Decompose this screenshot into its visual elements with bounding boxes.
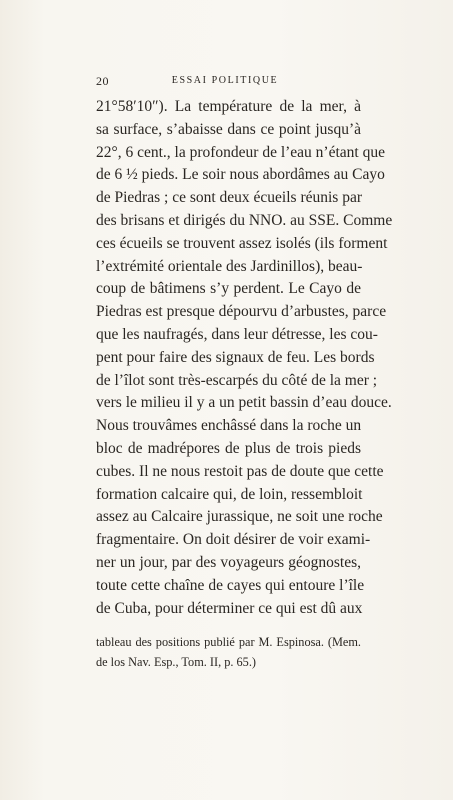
text-line: coup de bâtimens s’y perdent. Le Cayo de bbox=[96, 280, 361, 298]
text-line: 21°58′10″). La température de la mer, à bbox=[96, 98, 361, 115]
text-line: 22°, 6 cent., la profondeur de l’eau n’étant que bbox=[96, 143, 385, 161]
page-number: 20 bbox=[96, 74, 109, 88]
body-text bbox=[96, 96, 393, 620]
text-line: bloc de madrépores de plus de trois pieds bbox=[96, 439, 361, 457]
text-line: de Cuba, pour déterminer ce qui est dû aux bbox=[96, 599, 363, 617]
text-line: fragmentaire. On doit désirer de voir exami- bbox=[96, 531, 371, 549]
text-line: de 6 ½ pieds. Le soir nous abordâmes au Cayo bbox=[96, 166, 385, 184]
text-line: Nous trouvâmes enchâssé dans la roche un bbox=[96, 417, 362, 435]
text-line: vers le milieu il y a un petit bassin d’eau douce. bbox=[96, 394, 392, 412]
text-line: l’extrémité orientale des Jardinillos), beau- bbox=[96, 257, 363, 275]
footnote bbox=[96, 633, 361, 672]
text-line: des brisans et dirigés du NNO. au SSE. Comme bbox=[96, 211, 393, 229]
running-title: ESSAI POLITIQUE bbox=[171, 75, 279, 86]
text-line: de l’îlot sont très-escarpés du côté de la mer ; bbox=[96, 371, 378, 389]
text-line: toute cette chaîne de cayes qui entoure l’île bbox=[96, 576, 365, 594]
text-line: formation calcaire qui, de loin, ressembloit bbox=[96, 485, 363, 503]
text-line: ner un jour, par des voyageurs géognostes, bbox=[96, 553, 361, 571]
text-line: de Piedras ; ce sont deux écueils réunis par bbox=[96, 189, 362, 207]
footnote-line: tableau des positions publié par M. Espinosa. (Mem. bbox=[96, 635, 361, 649]
text-line: pent pour faire des signaux de feu. Les bords bbox=[96, 348, 375, 366]
text-line: Piedras est presque dépourvu d’arbustes, parce bbox=[96, 303, 387, 321]
footnote-line: de los Nav. Esp., Tom. II, p. 65.) bbox=[96, 654, 257, 669]
text-line: assez au Calcaire jurassique, ne soit une roche bbox=[96, 508, 383, 526]
text-line: sa surface, s’abaisse dans ce point jusqu’à bbox=[96, 120, 361, 138]
page-header bbox=[96, 74, 354, 90]
text-line: cubes. Il ne nous restoit pas de doute que cette bbox=[96, 462, 384, 480]
text-line: ces écueils se trouvent assez isolés (ils forment bbox=[96, 234, 388, 252]
text-line: que les naufragés, dans leur détresse, les cou- bbox=[96, 325, 378, 343]
